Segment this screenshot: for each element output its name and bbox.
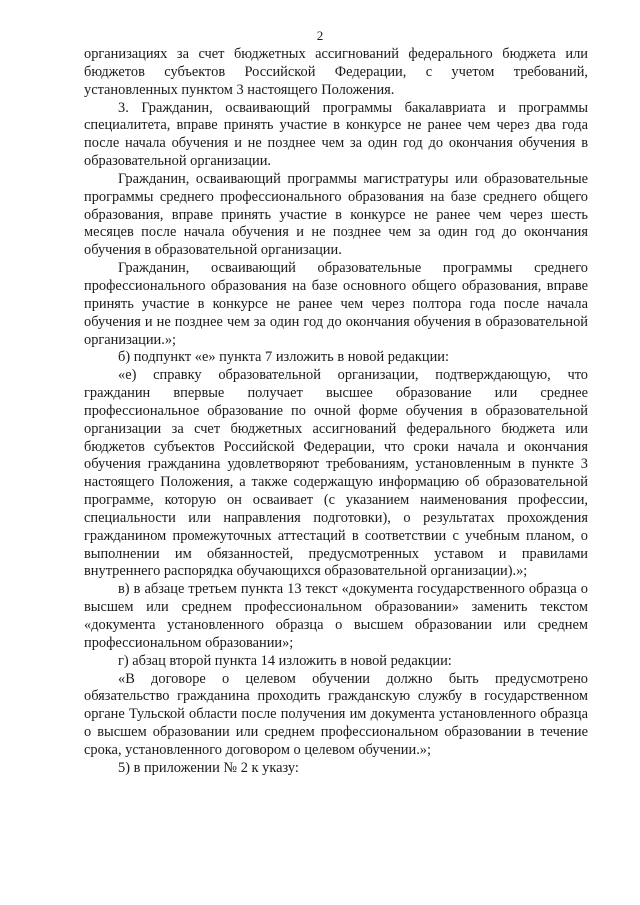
paragraph-masters: Гражданин, осваивающий программы магистратуры или образовательные программы среднего профессионального образования на базе среднего общего образования, вправе принять участие в конкурсе не ранее чем через шесть месяцев после начала обучения и не позднее чем за один год до окончания обучения в образовательной организации.: [84, 170, 588, 259]
document-body: [84, 46, 588, 778]
paragraph-secondary-vocational: Гражданин, осваивающий образовательные программы среднего профессионального образования на базе основного общего образования, вправе принять участие в конкурсе не ранее чем через полтора года после начала обучения и не позднее чем за один год до окончания обучения в образовательной организации.»;: [84, 260, 588, 348]
page-number: 2: [316, 28, 324, 43]
paragraph-item-3: 3. Гражданин, осваивающий программы бакалавриата и программы специалитета, вправе принять участие в конкурсе не ранее чем через два года после начала обучения и не позднее чем за один год до окончания обучения в образовательной организации.: [84, 99, 588, 170]
paragraph-contract: «В договоре о целевом обучении должно быть предусмотрено обязательство гражданина проходить гражданскую службу в государственном органе Тульской области после получения им документа установленного образца о высшем образовании или среднем профессиональном образовании в течение срока, установленного договором о целевом обучении.»;: [84, 670, 588, 758]
paragraph-subitem-g: г) абзац второй пункта 14 изложить в новой редакции:: [118, 652, 452, 669]
paragraph-subitem-b: б) подпункт «е» пункта 7 изложить в новой редакции:: [118, 349, 449, 366]
paragraph-certificate: «е) справку образовательной организации, подтверждающую, что гражданин впервые получает высшее образование или среднее профессиональное образование по очной форме обучения в образовательной организации за счет бюджетных ассигнований федерального бюджета или бюджетов субъектов Российской Федерации, что сроки начала и окончания обучения гражданина удовлетворяют требованиям, установленным в пункте 3 настоящего Положения, а также содержащую информацию об образовательной программе, которую он осваивает (с указанием наименования профессии, специальности или направления подготовки), о результатах прохождения гражданином промежуточных аттестаций в соответствии с учебным планом, о выполнении им обязанностей, предусмотренных уставом и правилами внутреннего распорядка обучающихся образовательной организации).»;: [84, 367, 588, 580]
paragraph-continuation: организациях за счет бюджетных ассигнований федерального бюджета или бюджетов субъектов Российской Федерации, с учетом требований, установленных пунктом 3 настоящего Положения.: [84, 46, 588, 98]
paragraph-subitem-v: в) в абзаце третьем пункта 13 текст «документа государственного образца о высшем или среднем профессиональном образовании» заменить текстом «документа установленного образца о высшем образовании или среднем профессиональном образовании»;: [84, 581, 588, 651]
paragraph-appendix-2: 5) в приложении № 2 к указу:: [118, 759, 299, 776]
